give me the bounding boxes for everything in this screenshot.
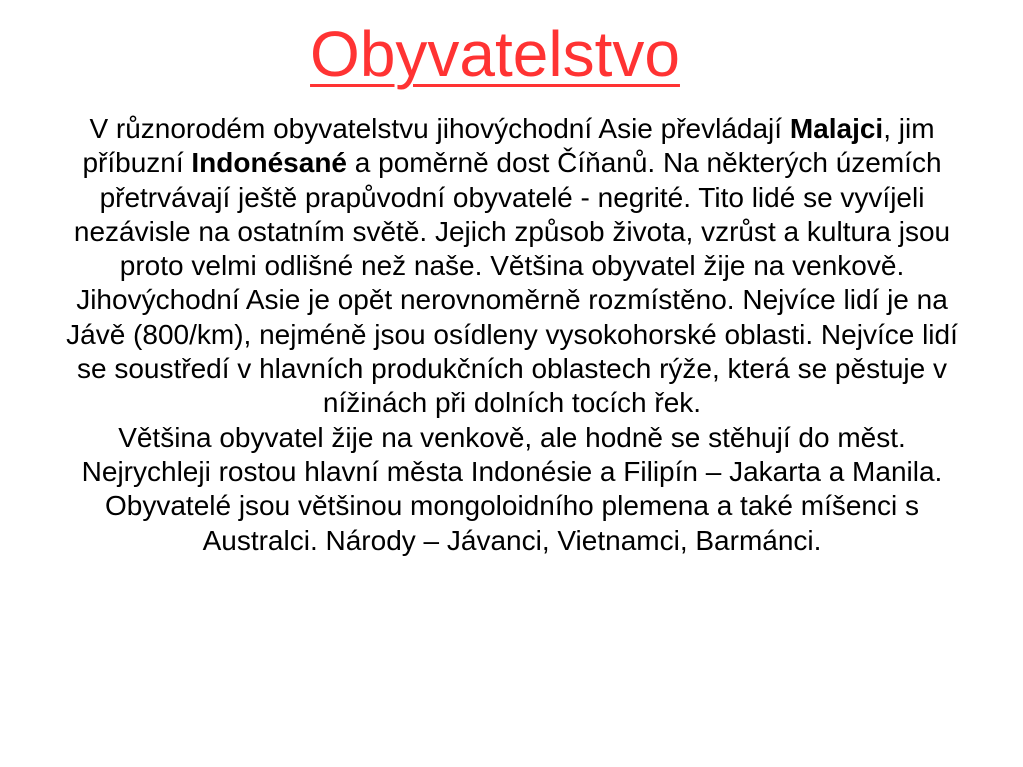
body-paragraph-2: Většina obyvatel žije na venkově, ale hodně se stěhují do měst. Nejrychleji rostou hlavní města Indonésie a Filipín – Jakarta a Manila. Obyvatelé jsou většinou mongoloidního plemena a také míšenci s Australci. Národy – Jávanci, Vietnamci, Barmánci. (81, 421, 943, 556)
paragraph-1-text-b: , jim příbuzní (82, 113, 935, 179)
bold-term-malajci: Malajci (789, 113, 884, 144)
slide-body (52, 112, 972, 558)
paragraph-1-text-c: a poměrně dost Číňanů. Na některých územích přetrvávají ještě prapůvodní obyvatelé - negrité. Tito lidé se vyvíjeli nezávisle na ostatním světě. Jejich způsob života, vzrůst a kultura jsou proto velmi odlišné než naše. Většina obyvatel žije na venkově. Jihovýchodní Asie je opět nerovnoměrně rozmístěno. Nejvíce lidí je na Jávě (800/km), nejméně jsou osídleny vysokohorské oblasti. Nejvíce lidí se soustředí v hlavních produkčních oblastech rýže, která se pěstuje v nížinách při dolních tocích řek. (66, 147, 958, 419)
paragraph-1-text-a: V různorodém obyvatelstvu jihovýchodní Asie převládají (89, 113, 790, 144)
body-paragraph-1 (52, 112, 972, 421)
bold-term-indonesane: Indonésané (191, 147, 347, 179)
slide-title: Obyvatelstvo (310, 18, 680, 90)
